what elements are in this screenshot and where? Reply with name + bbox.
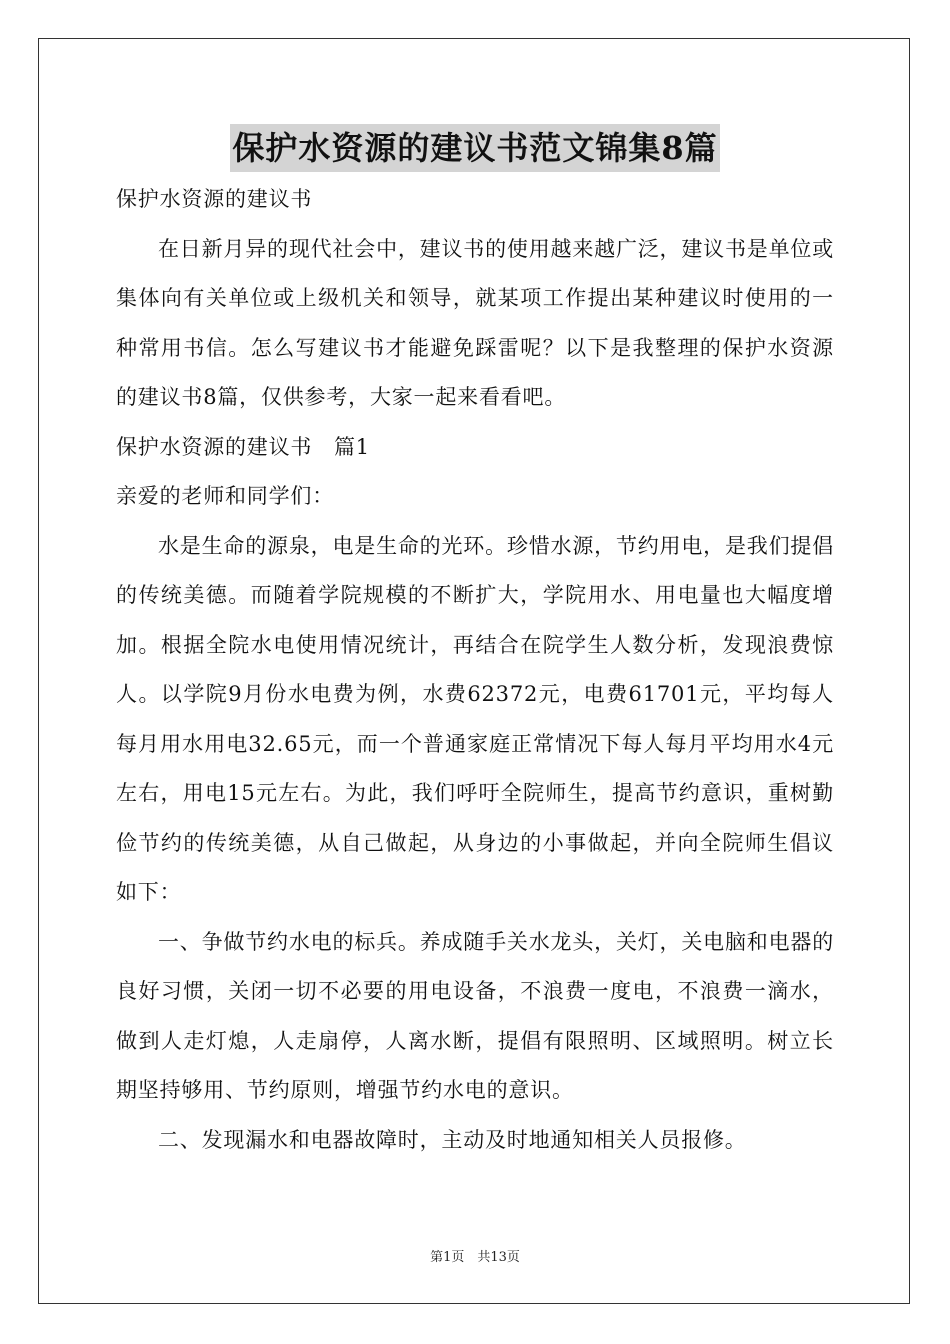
body-paragraph: 水是生命的源泉，电是生命的光环。珍惜水源，节约用电，是我们提倡的传统美德。而随着学院规模的不断扩大，学院用水、用电量也大幅度增加。根据全院水电使用情况统计，再结合在院学生人数分析，发现浪费惊人。以学院9月份水电费为例，水费62372元，电费61701元，平均每人每月用水用电32.65元，而一个普通家庭正常情况下每人每月平均用水4元左右，用电15元左右。为此，我们呼吁全院师生，提高节约意识，重树勤俭节约的传统美德，从自己做起，从身边的小事做起，并向全院师生倡议如下：	[116, 533, 834, 904]
body-paragraph: 保护水资源的建议书	[116, 187, 313, 211]
document-title: 保护水资源的建议书范文锦集8篇	[230, 124, 719, 172]
body-paragraph: 一、争做节约水电的标兵。养成随手关水龙头，关灯，关电脑和电器的良好习惯，关闭一切不必要的用电设备，不浪费一度电，不浪费一滴水，做到人走灯熄，人走扇停，人离水断，提倡有限照明、区域照明。树立长期坚持够用、节约原则，增强节约水电的意识。	[116, 929, 834, 1102]
page-footer: 第1页 共13页	[430, 1250, 520, 1265]
document-body	[116, 175, 834, 1165]
body-paragraph: 亲爱的老师和同学们：	[116, 484, 334, 508]
body-paragraph: 二、发现漏水和电器故障时，主动及时地通知相关人员报修。	[158, 1127, 747, 1152]
body-paragraph: 保护水资源的建议书 篇1	[116, 434, 370, 459]
body-paragraph: 在日新月异的现代社会中，建议书的使用越来越广泛，建议书是单位或集体向有关单位或上级机关和领导，就某项工作提出某种建议时使用的一种常用书信。怎么写建议书才能避免踩雷呢？以下是我整理的保护水资源的建议书8篇，仅供参考，大家一起来看看吧。	[116, 236, 834, 409]
title-container	[0, 124, 950, 172]
